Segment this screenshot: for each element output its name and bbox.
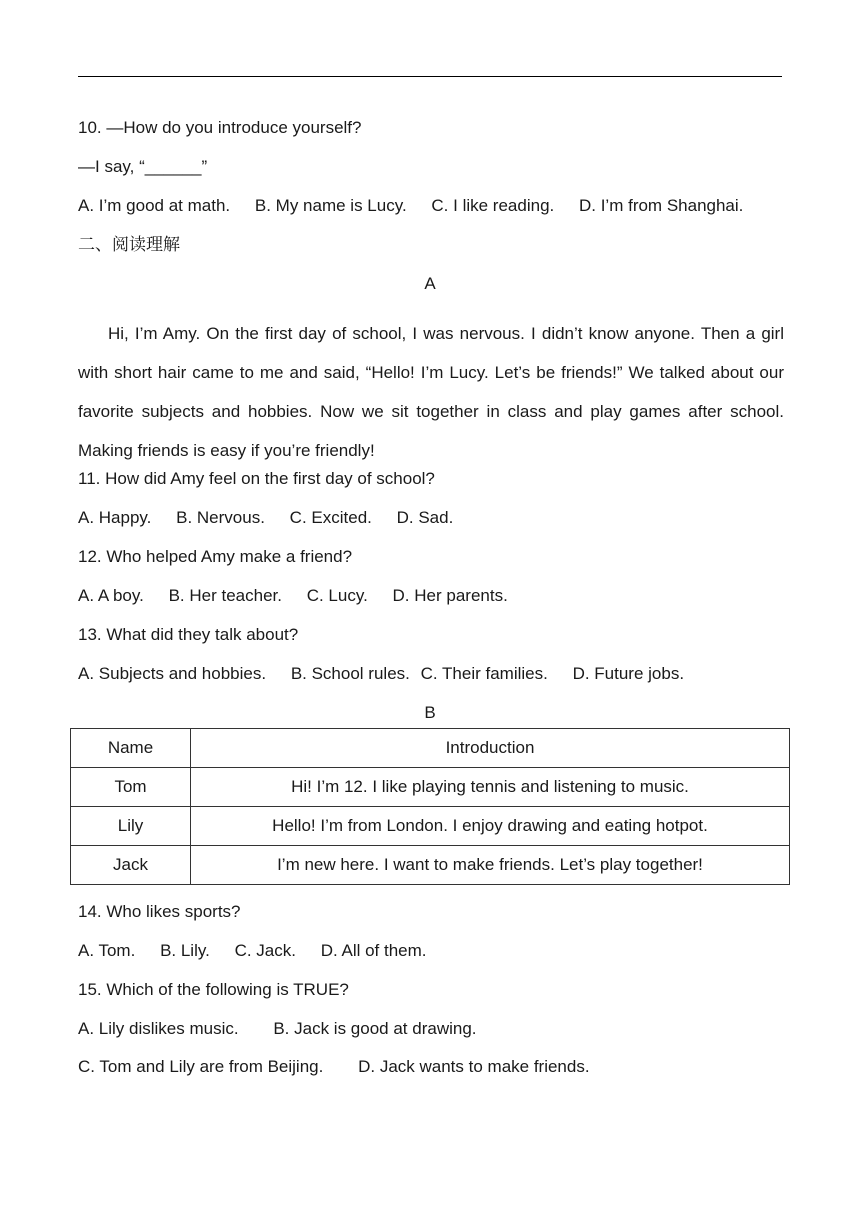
q15-options-cd <box>78 1057 590 1077</box>
q11-option-a: A. Happy. <box>78 508 152 527</box>
q14-option-b: B. Lily. <box>160 941 210 960</box>
q15-option-b: B. Jack is good at drawing. <box>273 1019 477 1038</box>
q11-options <box>78 508 453 528</box>
q15-option-c: C. Tom and Lily are from Beijing. <box>78 1057 324 1076</box>
q13-option-b: B. School rules. <box>290 664 410 683</box>
q12-options <box>78 586 508 606</box>
row-introduction: Hello! I’m from London. I enjoy drawing and eating hotpot. <box>191 807 790 846</box>
table-row <box>71 768 790 807</box>
q10-option-c: C. I like reading. <box>431 196 555 215</box>
row-name: Lily <box>71 807 191 846</box>
q10-question: 10. —How do you introduce yourself? <box>78 118 362 137</box>
table-row <box>71 846 790 885</box>
q12-option-a: A. A boy. <box>78 586 144 605</box>
row-introduction: I’m new here. I want to make friends. Let’s play together! <box>191 846 790 885</box>
section-heading: 二、阅读理解 <box>78 235 180 255</box>
q11-question: 11. How did Amy feel on the first day of school? <box>78 469 435 488</box>
q13-option-d: D. Future jobs. <box>572 664 685 683</box>
q11-option-d: D. Sad. <box>396 508 454 527</box>
q14-options <box>78 941 427 961</box>
q12-option-c: C. Lucy. <box>306 586 368 605</box>
q15-question: 15. Which of the following is TRUE? <box>78 980 349 999</box>
header-rule <box>78 76 782 77</box>
q13-options <box>78 664 684 684</box>
q13-option-c: C. Their families. <box>420 664 548 683</box>
q12-option-b: B. Her teacher. <box>168 586 282 605</box>
passage-b-label: B <box>424 703 436 722</box>
q14-option-d: D. All of them. <box>320 941 427 960</box>
q15-option-d: D. Jack wants to make friends. <box>358 1057 590 1076</box>
header-name: Name <box>71 729 191 768</box>
q10-options <box>78 196 743 216</box>
header-introduction: Introduction <box>191 729 790 768</box>
row-introduction: Hi! I’m 12. I like playing tennis and listening to music. <box>191 768 790 807</box>
q10-option-d: D. I’m from Shanghai. <box>578 196 744 215</box>
q12-option-d: D. Her parents. <box>392 586 508 605</box>
passage-a-text: Hi, I’m Amy. On the first day of school, I was nervous. I didn’t know anyone. Then a girl with short hair came to me and said, “Hello! I’m Lucy. Let’s be friends!” We talked about our favorite subjects and hobbies. Now we sit together in class and play games after school. Making friends is easy if you’re friendly! <box>78 324 784 460</box>
q14-option-a: A. Tom. <box>78 941 136 960</box>
row-name: Jack <box>71 846 191 885</box>
q10-option-a: A. I’m good at math. <box>78 196 231 215</box>
q12-question: 12. Who helped Amy make a friend? <box>78 547 353 566</box>
q14-question: 14. Who likes sports? <box>78 902 241 921</box>
q15-options-ab <box>78 1019 477 1039</box>
q13-option-a: A. Subjects and hobbies. <box>78 664 267 683</box>
q10-prompt: —I say, “______” <box>78 157 208 176</box>
table-row <box>71 807 790 846</box>
passage-a-label: A <box>424 274 436 293</box>
q13-question: 13. What did they talk about? <box>78 625 299 644</box>
q15-option-a: A. Lily dislikes music. <box>78 1019 239 1038</box>
q11-option-c: C. Excited. <box>289 508 372 527</box>
q10-option-b: B. My name is Lucy. <box>254 196 407 215</box>
row-name: Tom <box>71 768 191 807</box>
table-header-row <box>71 729 790 768</box>
q14-option-c: C. Jack. <box>234 941 296 960</box>
q11-option-b: B. Nervous. <box>176 508 265 527</box>
introduction-table <box>70 728 790 885</box>
